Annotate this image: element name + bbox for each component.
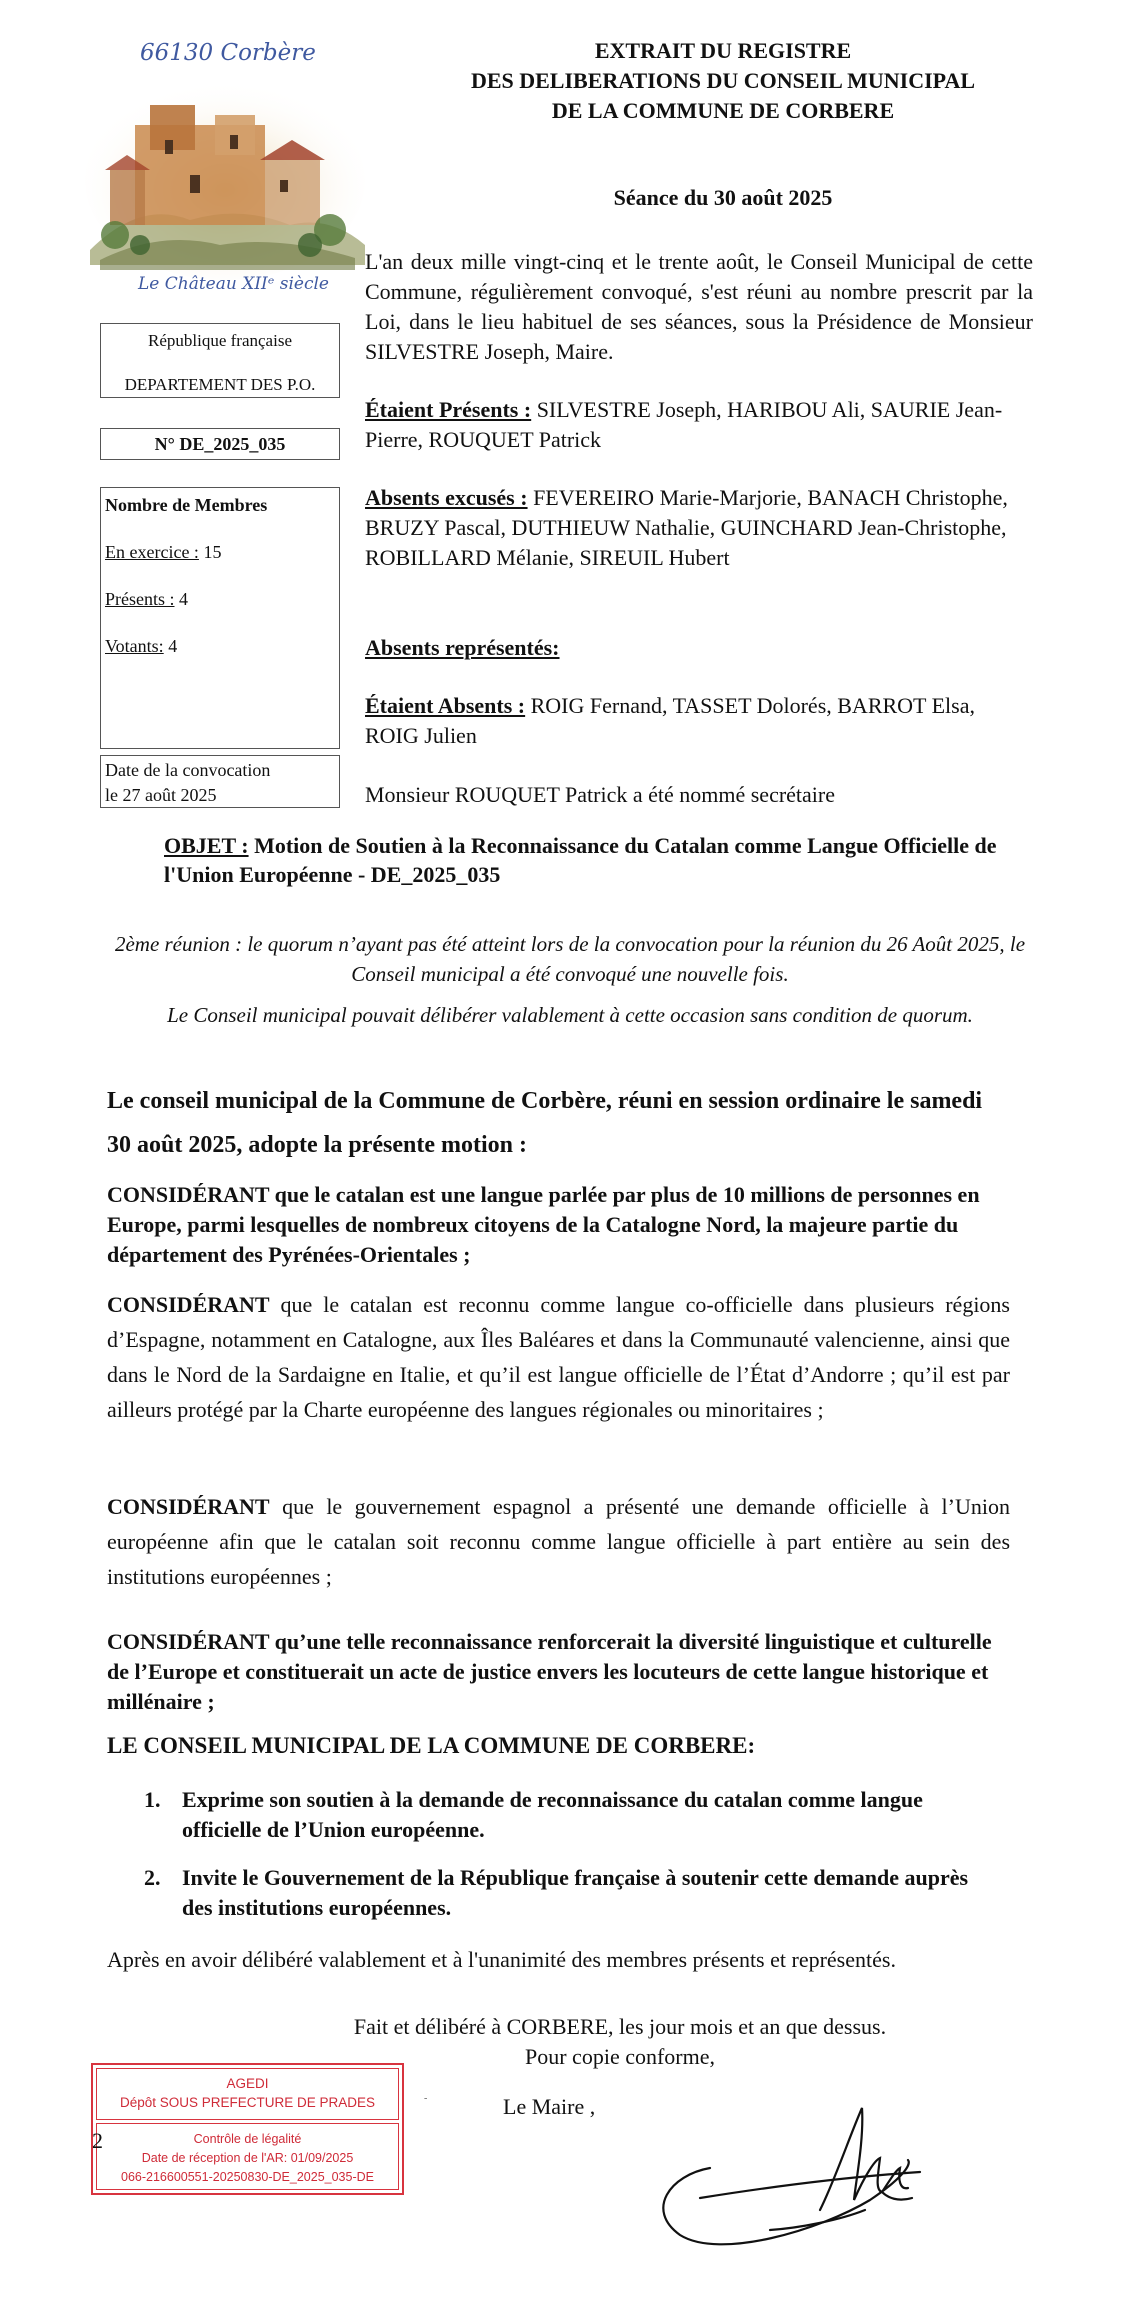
closing-line-1: Fait et délibéré à CORBERE, les jour mois et an que dessus. bbox=[353, 2014, 887, 2039]
members-title: Nombre de Membres bbox=[105, 495, 268, 515]
considerant-3 bbox=[107, 1489, 1010, 1594]
town-logo bbox=[80, 30, 370, 305]
considerant-3-lead: CONSIDÉRANT bbox=[107, 1494, 270, 1519]
small-mark: - bbox=[424, 2093, 428, 2104]
republique-box bbox=[100, 323, 340, 398]
excuses-paragraph bbox=[365, 483, 1033, 573]
presents-row bbox=[105, 588, 339, 611]
objet-label: OBJET : bbox=[164, 833, 249, 858]
stamp-line-2: Dépôt SOUS PREFECTURE DE PRADES bbox=[119, 2095, 376, 2110]
decision-number: 2. bbox=[144, 1865, 161, 1890]
intro-paragraph: L'an deux mille vingt-cinq et le trente août, le Conseil Municipal de cette Commune, régulièrement convoqué, s'est réuni au nombre prescrit par la Loi, dans le lieu habituel de ses séances, sous la Présidence de Monsieur SILVESTRE Joseph, Maire. bbox=[365, 249, 1033, 364]
presents-count-value: 4 bbox=[179, 589, 188, 609]
header-line-1: EXTRAIT DU REGISTRE bbox=[594, 38, 852, 63]
considerant-4: CONSIDÉRANT qu’une telle reconnaissance renforcerait la diversité linguistique et culturelle de l’Europe et constituerait un acte de justice envers les locuteurs de cette langue historique et millénaire ; bbox=[107, 1629, 992, 1714]
votants-row bbox=[105, 635, 339, 658]
motion-intro: Le conseil municipal de la Commune de Corbère, réuni en session ordinaire le samedi 30 août 2025, adopte la présente motion : bbox=[107, 1088, 983, 1158]
stamp-top-section bbox=[96, 2068, 399, 2120]
header-line-2: DES DELIBERATIONS DU CONSEIL MUNICIPAL bbox=[470, 68, 976, 93]
presents-label: Étaient Présents : bbox=[365, 397, 532, 422]
stamp-line-5: 066-216600551-20250830-DE_2025_035-DE bbox=[121, 2170, 374, 2184]
decision-text: Exprime son soutien à la demande de reconnaissance du catalan comme langue officielle de l’Union européenne. bbox=[182, 1787, 923, 1842]
departement-label: DEPARTEMENT DES P.O. bbox=[124, 375, 316, 394]
stamp-line-1: AGEDI bbox=[226, 2076, 269, 2091]
convocation-box bbox=[100, 755, 340, 808]
quorum-note: 2ème réunion : le quorum n’ayant pas été atteint lors de la convocation pour la réunion du 26 Août 2025, le Conseil municipal a été convoqué une nouvelle fois. bbox=[114, 932, 1026, 986]
document-header bbox=[368, 36, 1078, 126]
presents-names: SILVESTRE Joseph, HARIBOU Ali, SAURIE Jean-Pierre, ROUQUET Patrick bbox=[365, 397, 1003, 452]
considerant-2-text: que le catalan est reconnu comme langue co-officielle dans plusieurs régions d’Espagne, notamment en Catalogne, aux Îles Baléares et dans la Communauté valencienne, ainsi que dans le Nord de la Sardaigne en Italie, et qu’il est langue officielle de l’État d’Andorre ; qu’il est par ailleurs protégé par la Charte européenne des langues régionales ou minoritaires ; bbox=[107, 1292, 1010, 1422]
presents-count-label: Présents : bbox=[105, 589, 175, 609]
absents-names: ROIG Fernand, TASSET Dolorés, BARROT Elsa, ROIG Julien bbox=[365, 693, 975, 748]
secretaire-line: Monsieur ROUQUET Patrick a été nommé secrétaire bbox=[365, 782, 836, 807]
considerant-1: CONSIDÉRANT que le catalan est une langue parlée par plus de 10 millions de personnes en Europe, parmi lesquelles de nombreux citoyens de la Catalogne Nord, la majeure partie du département des Pyrénées-Orientales ; bbox=[107, 1182, 980, 1267]
stamp-line-4: Date de réception de l'AR: 01/09/2025 bbox=[141, 2151, 354, 2165]
conseil-heading: LE CONSEIL MUNICIPAL DE LA COMMUNE DE CORBERE: bbox=[107, 1733, 756, 1758]
header-line-3: DE LA COMMUNE DE CORBERE bbox=[551, 98, 895, 123]
absents-label: Étaient Absents : bbox=[365, 693, 526, 718]
maire-label: Le Maire , bbox=[503, 2094, 596, 2119]
en-exercice-label: En exercice : bbox=[105, 542, 199, 562]
stamp-line-3: Contrôle de légalité bbox=[193, 2132, 302, 2146]
deliberation-number: N° DE_2025_035 bbox=[100, 428, 340, 460]
closing-line-2: Pour copie conforme, bbox=[525, 2044, 715, 2069]
considerant-2-lead: CONSIDÉRANT bbox=[107, 1292, 270, 1317]
represent-paragraph bbox=[365, 633, 1033, 663]
excuses-names: FEVEREIRO Marie-Marjorie, BANACH Christophe, BRUZY Pascal, DUTHIEUW Nathalie, GUINCHARD Jean-Christophe, ROBILLARD Mélanie, SIREUIL Hubert bbox=[365, 485, 1008, 570]
legality-stamp bbox=[91, 2063, 404, 2195]
logo-town-text: 66130 Corbère bbox=[140, 40, 316, 66]
considerant-3-text: que le gouvernement espagnol a présenté une demande officielle à l’Union européenne afin que le catalan soit reconnu comme langue officielle à part entière au sein des institutions européennes ; bbox=[107, 1494, 1010, 1589]
objet-text: Motion de Soutien à la Reconnaissance du Catalan comme Langue Officielle de l'Union Européenne - DE_2025_035 bbox=[164, 833, 997, 887]
considerant-2 bbox=[107, 1287, 1010, 1427]
absents-paragraph bbox=[365, 691, 1033, 751]
republique-label: République française bbox=[148, 331, 292, 350]
represent-label: Absents représentés: bbox=[365, 635, 560, 660]
apres-deliberation: Après en avoir délibéré valablement et à l'unanimité des membres présents et représentés. bbox=[107, 1947, 896, 1972]
page-number: 2 bbox=[92, 2128, 103, 2153]
objet-title bbox=[164, 831, 1014, 889]
votants-label: Votants: bbox=[105, 636, 164, 656]
decision-text: Invite le Gouvernement de la République française à soutenir cette demande auprès des institutions européennes. bbox=[182, 1865, 969, 1920]
decision-number: 1. bbox=[144, 1787, 161, 1812]
convocation-label: Date de la convocation bbox=[105, 760, 271, 780]
votants-value: 4 bbox=[168, 636, 178, 656]
signature-drawing bbox=[650, 2080, 940, 2255]
quorum-note-2: Le Conseil municipal pouvait délibérer valablement à cette occasion sans condition de quorum. bbox=[167, 1003, 973, 1027]
seance-date: Séance du 30 août 2025 bbox=[613, 185, 833, 210]
mayor-signature bbox=[650, 2080, 940, 2255]
stamp-bottom-section bbox=[96, 2123, 399, 2190]
excuses-label: Absents excusés : bbox=[365, 485, 528, 510]
castle-illustration bbox=[80, 30, 370, 305]
presents-paragraph bbox=[365, 395, 1033, 455]
members-box bbox=[100, 487, 340, 749]
en-exercice-row bbox=[105, 541, 339, 564]
logo-caption: Le Château XIIᵉ siècle bbox=[138, 274, 329, 294]
convocation-date: le 27 août 2025 bbox=[105, 785, 217, 805]
en-exercice-value: 15 bbox=[203, 542, 222, 562]
